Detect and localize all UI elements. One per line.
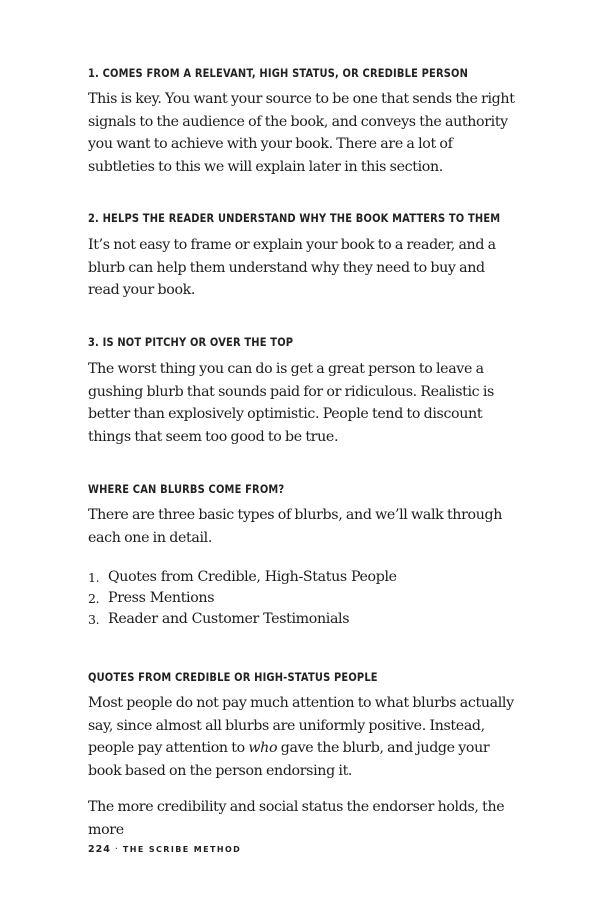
where-heading: WHERE CAN BLURBS COME FROM?	[88, 482, 285, 496]
list-number: 3.	[88, 612, 100, 627]
section-3-body: The worst thing you can do is get a great person to leave a gushing blurb that sounds paid for or ridiculous. Realistic is better than explosively optimistic. People tend to discount things that seem too good to be true.	[88, 361, 494, 445]
quotes-para-2: The more credibility and social status the endorser holds, the more	[88, 799, 505, 838]
section-3-heading: 3. IS NOT PITCHY OR OVER THE TOP	[88, 335, 294, 349]
list-text: Press Mentions	[108, 590, 215, 606]
running-head: THE SCRIBE METHOD	[122, 845, 242, 854]
list-item	[88, 567, 397, 588]
quotes-para-1-start: Most people do not pay much attention to what blurbs actually say, since almost all blurbs are uniformly positive. Instead, people pay attention to	[88, 695, 514, 756]
quotes-heading: QUOTES FROM CREDIBLE OR HIGH-STATUS PEOPLE	[88, 670, 378, 684]
emphasis-who: who	[248, 740, 278, 756]
page-footer	[88, 844, 241, 855]
list-item	[88, 588, 397, 609]
quotes-para-1-end: gave the blurb, and judge your book based on the person endorsing it.	[88, 740, 490, 779]
blurb-types-list	[88, 567, 397, 630]
section-1-heading: 1. COMES FROM A RELEVANT, HIGH STATUS, OR CREDIBLE PERSON	[88, 66, 469, 80]
quotes-para-1	[88, 692, 518, 782]
list-number: 2.	[88, 591, 100, 606]
where-intro: There are three basic types of blurbs, and we’ll walk through each one in detail.	[88, 507, 503, 546]
list-text: Reader and Customer Testimonials	[108, 611, 350, 627]
list-item	[88, 609, 397, 630]
section-2-body: It’s not easy to frame or explain your book to a reader, and a blurb can help them understand why they need to buy and read your book.	[88, 237, 496, 298]
list-number: 1.	[88, 570, 100, 585]
footer-separator: ·	[114, 844, 119, 855]
list-text: Quotes from Credible, High-Status People	[108, 569, 397, 585]
page-number: 224	[88, 844, 111, 855]
section-2-heading: 2. HELPS THE READER UNDERSTAND WHY THE BOOK MATTERS TO THEM	[88, 211, 501, 225]
section-1-body: This is key. You want your source to be one that sends the right signals to the audience of the book, and conveys the authority you want to achieve with your book. There are a lot of subtleties to this we will explain later in this section.	[88, 91, 515, 175]
